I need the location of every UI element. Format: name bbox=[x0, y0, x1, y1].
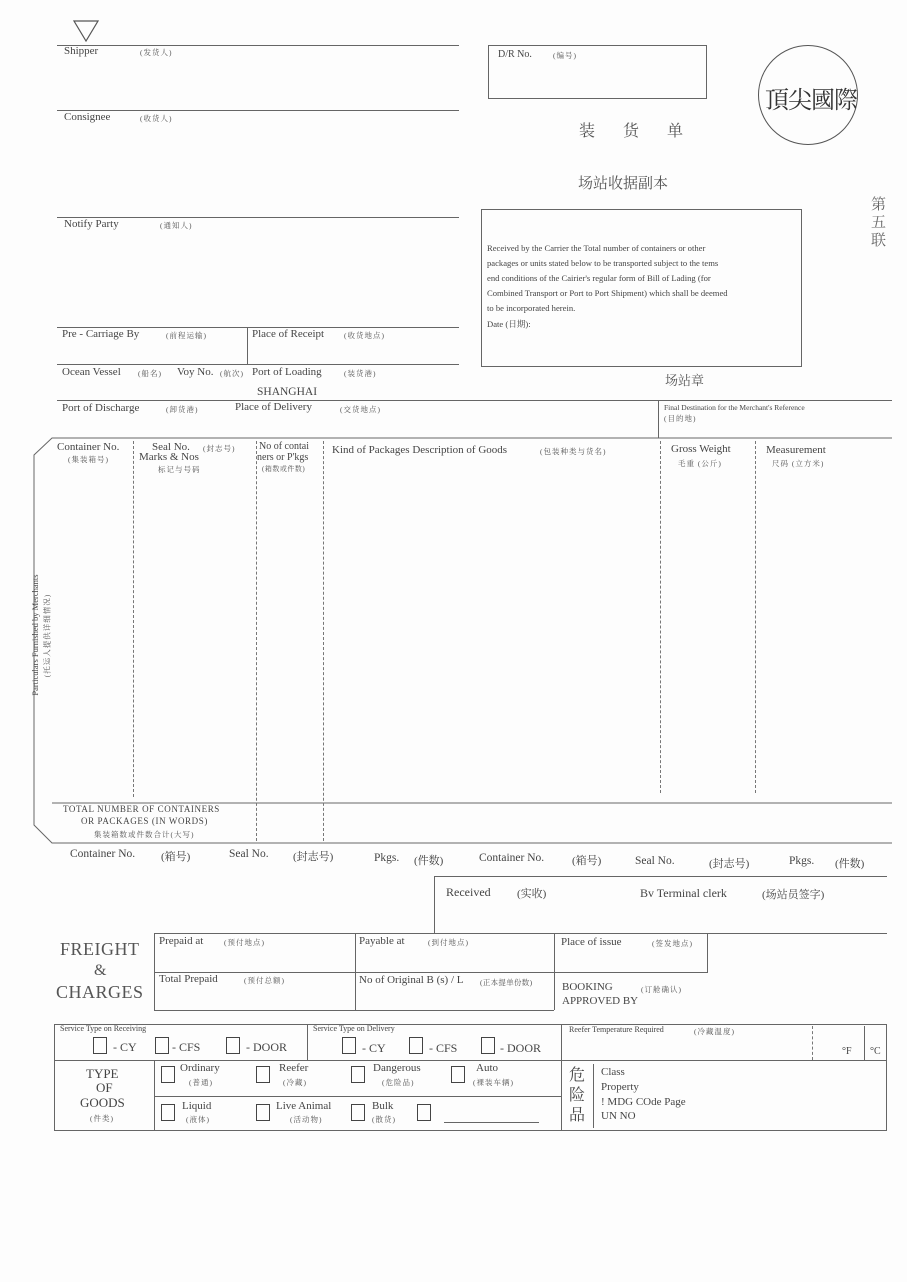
auto-label-cn: (裸装车辆) bbox=[473, 1078, 514, 1087]
charges-label: CHARGES bbox=[56, 982, 144, 1002]
service-bottom-line bbox=[54, 1060, 887, 1061]
type-of-goods-label-3: GOODS bbox=[80, 1095, 125, 1110]
delivery-cy-label: - CY bbox=[362, 1041, 386, 1055]
freight-col-4 bbox=[707, 933, 708, 972]
bulk-checkbox[interactable] bbox=[351, 1104, 365, 1121]
voy-no-label: Voy No. bbox=[177, 366, 214, 378]
dangerous-label-cn: (危险品) bbox=[382, 1078, 415, 1087]
payable-at-label-cn: (到付地点) bbox=[428, 938, 469, 947]
receiving-cfs-label: - CFS bbox=[172, 1040, 201, 1054]
col-header-gross: Gross Weight bbox=[671, 443, 731, 455]
merchant-particulars-side-label: Particulars Furnished by Merchants bbox=[30, 574, 40, 696]
received-label-cn: (实收) bbox=[517, 888, 547, 900]
other-goods-input-line[interactable] bbox=[444, 1122, 539, 1123]
final-destination-label-cn: (目的地) bbox=[664, 414, 697, 423]
freight-amp-label: & bbox=[94, 962, 107, 979]
delivery-door-checkbox[interactable] bbox=[481, 1037, 495, 1054]
merchant-particulars-side-label-cn: (托运人提供详细情况) bbox=[42, 593, 52, 678]
delivery-cfs-checkbox[interactable] bbox=[409, 1037, 423, 1054]
service-right-line bbox=[886, 1024, 887, 1130]
reefer-temp-label: Reefer Temperature Required bbox=[569, 1025, 664, 1034]
booking-label: BOOKING bbox=[562, 981, 613, 993]
final-dest-divider bbox=[658, 400, 659, 438]
voy-no-label-cn: (航次) bbox=[220, 369, 244, 378]
ocean-vessel-label-cn: (船名) bbox=[138, 369, 162, 378]
reefer-f-divider bbox=[812, 1026, 813, 1060]
pre-carriage-divider bbox=[247, 327, 248, 364]
reefer-temp-label-cn: (冷藏温度) bbox=[694, 1027, 735, 1036]
delivery-cy-checkbox[interactable] bbox=[342, 1037, 356, 1054]
triangle-icon bbox=[73, 20, 99, 47]
approved-by-label[interactable]: APPROVED BY bbox=[562, 995, 639, 1007]
seal-no-label: Seal No. bbox=[229, 848, 269, 860]
liquid-checkbox[interactable] bbox=[161, 1104, 175, 1121]
seal-no-2-label: Seal No. bbox=[635, 855, 675, 867]
seal-no-label-cn: (封志号) bbox=[293, 851, 334, 863]
ocean-vessel-label: Ocean Vessel bbox=[62, 366, 121, 378]
pkgs-label-cn: (件数) bbox=[414, 855, 444, 867]
payable-at-label[interactable]: Payable at bbox=[359, 935, 405, 947]
col-header-gross-cn: 毛重 (公斤) bbox=[678, 459, 722, 468]
company-seal-text: 頂尖國際 bbox=[765, 88, 857, 114]
goods-description-area[interactable] bbox=[40, 475, 890, 800]
reefer-label-cn: (冷藏) bbox=[283, 1078, 307, 1087]
live-animal-label-cn: (活动物) bbox=[290, 1115, 323, 1124]
col-header-measure: Measurement bbox=[766, 444, 826, 456]
receiving-cy-label: - CY bbox=[113, 1040, 137, 1054]
liquid-label-cn: (液体) bbox=[186, 1115, 210, 1124]
received-top-line bbox=[434, 876, 887, 877]
dangerous-checkbox[interactable] bbox=[351, 1066, 365, 1083]
col-header-marks-cn: 标记与号码 bbox=[158, 465, 201, 474]
delivery-door-label: - DOOR bbox=[500, 1041, 541, 1055]
no-original-bl-label[interactable]: No of Original B (s) / L bbox=[359, 974, 464, 986]
col-header-noc-cn: (箱数或件数) bbox=[262, 465, 306, 473]
dr-no-label: D/R No. bbox=[498, 49, 532, 60]
celsius-label: °C bbox=[870, 1046, 881, 1057]
shipper-bottom-line bbox=[57, 110, 459, 111]
total-packages-input[interactable] bbox=[325, 805, 890, 843]
un-no-label[interactable]: UN NO bbox=[601, 1110, 636, 1122]
bulk-label-cn: (散货) bbox=[372, 1115, 396, 1124]
notify-party-label-cn: (通知人) bbox=[160, 221, 193, 230]
type-of-goods-label-2: OF bbox=[96, 1080, 113, 1095]
imdg-code-label[interactable]: ! MDG COde Page bbox=[601, 1096, 686, 1108]
service-left-line bbox=[54, 1024, 55, 1130]
receipt-line-3: end conditions of the Cairier's regular form of Bill of Lading (for bbox=[487, 273, 711, 283]
received-label: Received bbox=[446, 885, 491, 899]
form-title-cn: 装 货 单 bbox=[579, 123, 696, 140]
total-prepaid-label-cn: (预付总额) bbox=[244, 976, 285, 985]
reefer-c-divider bbox=[864, 1026, 865, 1060]
place-delivery-label-cn: (交货地点) bbox=[340, 405, 381, 414]
seal-no-2-label-cn: (封志号) bbox=[709, 858, 750, 870]
copy-number-label: 第五联 bbox=[871, 197, 887, 249]
container-no-2-label-cn: (箱号) bbox=[572, 855, 602, 867]
prepaid-at-label-cn: (预付地点) bbox=[224, 938, 265, 947]
service-divider-2 bbox=[561, 1024, 562, 1130]
col-header-measure-cn: 尺码 (立方米) bbox=[772, 459, 825, 468]
port-loading-value[interactable]: SHANGHAI bbox=[257, 386, 318, 398]
station-stamp-label: 场站章 bbox=[665, 373, 705, 388]
total-packages-label-1: TOTAL NUMBER OF CONTAINERS bbox=[63, 804, 220, 814]
service-divider-1 bbox=[307, 1024, 308, 1060]
no-original-bl-label-cn: (正本提单份数) bbox=[480, 978, 533, 987]
type-of-goods-label-1: TYPE bbox=[86, 1066, 119, 1081]
container-no-label: Container No. bbox=[70, 848, 136, 860]
container-no-2-label: Container No. bbox=[479, 852, 545, 864]
place-receipt-label-cn: (收货地点) bbox=[344, 331, 385, 340]
shipper-top-line bbox=[57, 45, 459, 46]
reefer-label: Reefer bbox=[279, 1062, 309, 1074]
port-loading-label: Port of Loading bbox=[252, 366, 322, 378]
consignee-label-cn: (收货人) bbox=[140, 114, 173, 123]
dangerous-goods-divider bbox=[593, 1064, 594, 1128]
receipt-line-4: Combined Transport or Port to Port Shipment) which shall be deemed bbox=[487, 288, 728, 298]
dangerous-label: Dangerous bbox=[373, 1062, 421, 1074]
pre-carriage-label: Pre - Carriage By bbox=[62, 328, 140, 340]
goods-type-bottom-line bbox=[54, 1130, 887, 1131]
freight-line-3 bbox=[154, 1010, 554, 1011]
service-receiving-label: Service Type on Receiving bbox=[60, 1024, 147, 1033]
freight-label: FREIGHT bbox=[60, 939, 140, 959]
receipt-date-label: Date (日期): bbox=[487, 319, 531, 329]
live-animal-label: Live Animal bbox=[276, 1100, 332, 1112]
discharge-top-line bbox=[57, 400, 892, 401]
ordinary-checkbox[interactable] bbox=[161, 1066, 175, 1083]
ordinary-label: Ordinary bbox=[180, 1062, 220, 1074]
receipt-line-1: Received by the Carrier the Total number of containers or other bbox=[487, 243, 706, 253]
shipper-label-cn: (发货人) bbox=[140, 48, 173, 57]
consignee-label: Consignee bbox=[64, 111, 111, 123]
freight-col-2 bbox=[355, 933, 356, 1010]
reefer-checkbox[interactable] bbox=[256, 1066, 270, 1083]
place-issue-label[interactable]: Place of issue bbox=[561, 936, 622, 948]
received-left-line bbox=[434, 876, 435, 933]
pkgs-label: Pkgs. bbox=[374, 852, 400, 864]
freight-line-2 bbox=[154, 972, 708, 973]
terminal-clerk-label-cn: (场站员签字) bbox=[762, 889, 825, 901]
col-header-seal: Seal No. bbox=[152, 441, 190, 453]
class-label[interactable]: Class bbox=[601, 1066, 625, 1078]
receiving-door-label: - DOOR bbox=[246, 1040, 287, 1054]
total-packages-label-2: OR PACKAGES (IN WORDS) bbox=[81, 816, 208, 826]
total-packages-label-cn: 集装箱数或件数合计(大写) bbox=[94, 830, 195, 839]
ocean-vessel-top-line bbox=[57, 364, 459, 365]
place-issue-label-cn: (签发地点) bbox=[652, 939, 693, 948]
dangerous-goods-cn-label: 危险品 bbox=[569, 1067, 586, 1124]
booking-label-cn: (订舱确认) bbox=[641, 985, 682, 994]
liquid-label: Liquid bbox=[182, 1100, 212, 1112]
place-receipt-label: Place of Receipt bbox=[252, 328, 325, 340]
prepaid-at-label[interactable]: Prepaid at bbox=[159, 935, 204, 947]
auto-checkbox[interactable] bbox=[451, 1066, 465, 1083]
bulk-label: Bulk bbox=[372, 1100, 394, 1112]
goods-type-mid-line bbox=[154, 1096, 561, 1097]
pkgs-2-label: Pkgs. bbox=[789, 855, 815, 867]
live-animal-checkbox[interactable] bbox=[256, 1104, 270, 1121]
other-goods-checkbox[interactable] bbox=[417, 1104, 431, 1121]
receiving-door-checkbox[interactable] bbox=[226, 1037, 240, 1054]
total-prepaid-label[interactable]: Total Prepaid bbox=[159, 973, 218, 985]
ordinary-label-cn: (普通) bbox=[189, 1078, 213, 1087]
port-discharge-label: Port of Discharge bbox=[62, 402, 140, 414]
property-label[interactable]: Property bbox=[601, 1081, 639, 1093]
service-delivery-label: Service Type on Delivery bbox=[313, 1024, 395, 1033]
place-delivery-label: Place of Delivery bbox=[235, 401, 312, 413]
port-loading-label-cn: (装货港) bbox=[344, 369, 377, 378]
auto-label: Auto bbox=[476, 1062, 498, 1074]
form-subtitle-cn: 场站收据副本 bbox=[578, 176, 669, 192]
pre-carriage-label-cn: (前程运输) bbox=[166, 331, 207, 340]
col-header-kind-cn: (包装种类与货名) bbox=[540, 447, 607, 456]
goods-type-divider bbox=[154, 1060, 155, 1130]
col-header-marks: Marks & Nos bbox=[139, 451, 199, 463]
dr-no-label-cn: (编号) bbox=[553, 51, 577, 60]
col-header-seal-cn: (封志号) bbox=[203, 444, 236, 453]
freight-line-1 bbox=[154, 933, 708, 934]
type-of-goods-label-cn: (件类) bbox=[90, 1114, 114, 1123]
col-header-noc-1: No of contai bbox=[259, 441, 309, 452]
delivery-cfs-label: - CFS bbox=[429, 1041, 458, 1055]
pkgs-2-label-cn: (件数) bbox=[835, 858, 865, 870]
receiving-cy-checkbox[interactable] bbox=[93, 1037, 107, 1054]
freight-col-1 bbox=[154, 933, 155, 1010]
terminal-clerk-label: Bv Terminal clerk bbox=[640, 886, 727, 900]
shipper-label: Shipper bbox=[64, 45, 99, 57]
col-header-container: Container No. bbox=[57, 441, 120, 453]
container-no-label-cn: (箱号) bbox=[161, 851, 191, 863]
receiving-cfs-checkbox[interactable] bbox=[155, 1037, 169, 1054]
receipt-line-5: to be incorporated herein. bbox=[487, 303, 576, 313]
freight-col-3 bbox=[554, 933, 555, 1010]
final-destination-label: Final Destination for the Merchant's Reference bbox=[664, 403, 805, 412]
service-top-line bbox=[54, 1024, 887, 1025]
col-header-container-cn: (集装箱号) bbox=[68, 455, 109, 464]
col-header-noc-2: ners or P'kgs bbox=[257, 452, 309, 463]
notify-party-label: Notify Party bbox=[64, 218, 119, 230]
col-header-kind: Kind of Packages Description of Goods bbox=[332, 444, 508, 456]
fahrenheit-label: °F bbox=[842, 1046, 852, 1057]
port-discharge-label-cn: (卸货港) bbox=[166, 405, 199, 414]
receipt-line-2: packages or units stated below to be transported subject to the tems bbox=[487, 258, 719, 268]
